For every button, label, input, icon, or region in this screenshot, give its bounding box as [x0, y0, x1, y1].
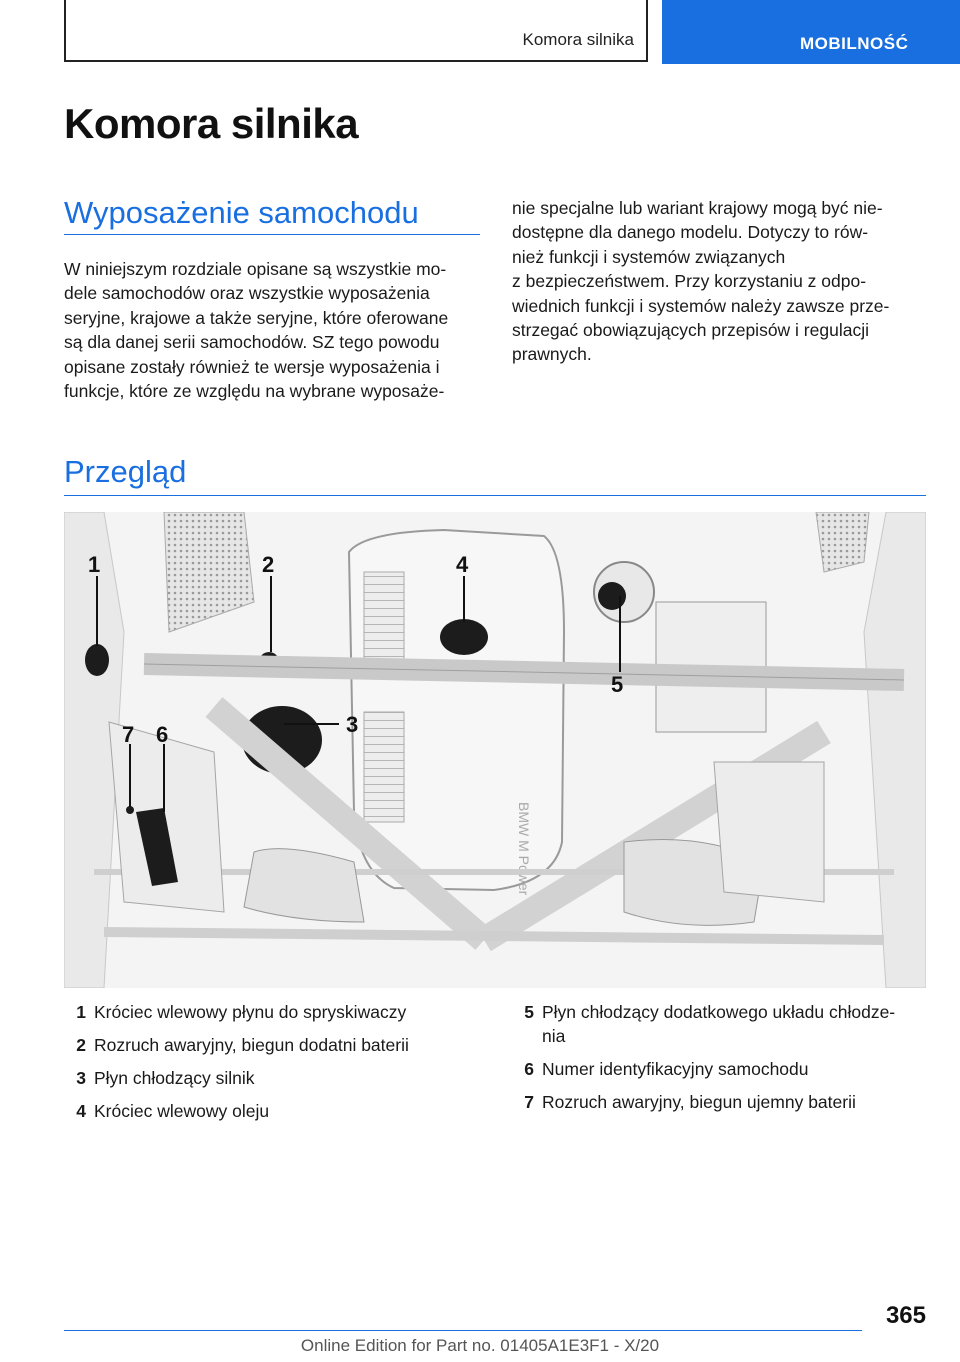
callout-3: 3	[346, 712, 359, 737]
text-line: dostępne dla danego modelu. Dotyczy to rów-	[512, 222, 869, 243]
text-line: wiednich funkcji i systemów należy zawsze prze-	[512, 295, 890, 316]
legend-number: 5	[524, 1002, 534, 1022]
text-line: strzegać obowiązujących przepisów i regulacji	[512, 320, 869, 341]
body-column-right	[512, 196, 932, 367]
legend-item	[512, 1057, 932, 1081]
callout-5: 5	[611, 672, 624, 697]
callout-1: 1	[88, 552, 101, 577]
legend-number: 7	[524, 1092, 534, 1113]
legend-item	[512, 1000, 932, 1049]
page-number: 365	[885, 1302, 926, 1329]
text-line: nież funkcji i systemów związanych	[512, 246, 786, 267]
header-section-tab[interactable]: Komora silnika	[522, 30, 634, 49]
legend-number: 1	[76, 1002, 86, 1022]
legend-text: Króciec wlewowy oleju	[94, 1101, 270, 1121]
text-line: funkcje, które ze względu na wybrane wyposaże-	[64, 381, 445, 402]
header-section-box	[64, 0, 648, 62]
legend-text: Płyn chłodzący silnik	[94, 1068, 255, 1088]
body-column-left	[64, 257, 484, 403]
legend-right	[512, 1000, 932, 1123]
legend-item	[64, 1099, 484, 1123]
legend-text: Numer identyfikacyjny samochodu	[542, 1059, 809, 1080]
callout-7: 7	[122, 722, 135, 747]
legend-number: 4	[76, 1101, 86, 1121]
footer-rule	[64, 1330, 862, 1331]
callout-6: 6	[156, 722, 169, 747]
header-chapter-box	[662, 0, 960, 64]
legend-item	[512, 1090, 932, 1114]
text-line: nie specjalne lub wariant krajowy mogą być nie-	[512, 198, 883, 218]
callout-2: 2	[262, 552, 275, 577]
legend-number: 2	[76, 1035, 86, 1055]
legend-left	[64, 1000, 484, 1132]
page-title: Komora silnika	[64, 100, 359, 147]
header-chapter-tab[interactable]: MOBILNOŚĆ	[800, 34, 909, 53]
engine-bay-illustration	[64, 512, 926, 988]
legend-item	[64, 1066, 484, 1090]
footer-edition: Online Edition for Part no. 01405A1E3F1 - X/20	[300, 1336, 660, 1355]
legend-text: Płyn chłodzący dodatkowego układu chłodze-	[542, 1002, 896, 1022]
legend-text: nia	[542, 1026, 566, 1047]
text-line: seryjne, krajowe a także seryjne, które oferowane	[64, 307, 449, 328]
text-line: prawnych.	[512, 344, 592, 365]
legend-text: Króciec wlewowy płynu do spryskiwaczy	[94, 1002, 407, 1022]
callout-4: 4	[456, 552, 469, 577]
legend-text: Rozruch awaryjny, biegun dodatni baterii	[94, 1035, 409, 1055]
text-line: z bezpieczeństwem. Przy korzystaniu z odpo-	[512, 271, 867, 292]
section-heading-equipment: Wyposażenie samochodu	[64, 195, 419, 230]
section-rule	[64, 234, 480, 235]
legend-item	[64, 1033, 484, 1057]
legend-item	[64, 1000, 484, 1024]
section-heading-overview: Przegląd	[64, 454, 187, 489]
legend-text: Rozruch awaryjny, biegun ujemny baterii	[542, 1092, 856, 1113]
legend-number: 6	[524, 1059, 534, 1080]
engine-bay-drawing	[64, 512, 926, 988]
text-line: opisane zostały również te wersje wyposażenia i	[64, 356, 440, 377]
legend-number: 3	[76, 1068, 86, 1088]
text-line: dele samochodów oraz wszystkie wyposażenia	[64, 283, 430, 304]
engine-cover-text: BMW M Power	[516, 802, 532, 896]
section-rule	[64, 495, 926, 496]
text-line: są dla danej serii samochodów. SZ tego powodu	[64, 332, 440, 353]
text-line: W niniejszym rozdziale opisane są wszystkie mo-	[64, 259, 447, 279]
